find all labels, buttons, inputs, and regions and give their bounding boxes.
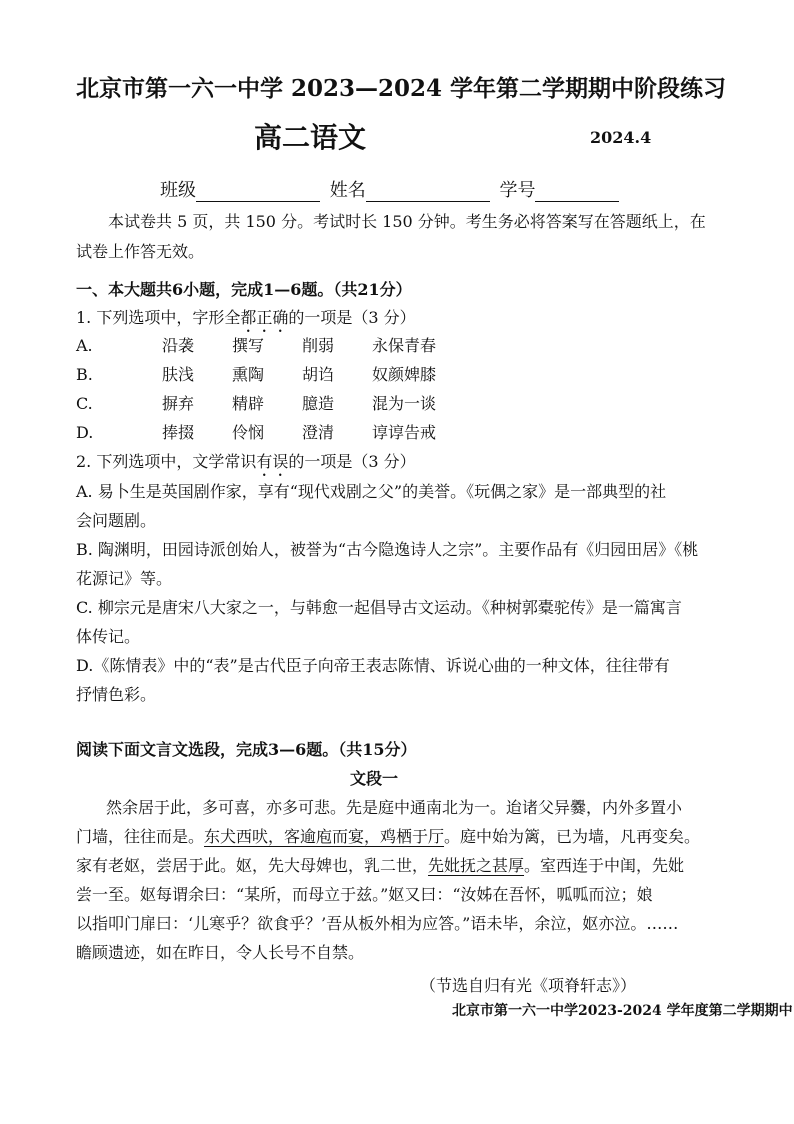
- q1-option-c[interactable]: [76, 390, 716, 418]
- q2-stem-emphasis: 有误: [256, 452, 289, 471]
- q2-option-d-line1[interactable]: D.《陈情表》中的“表”是古代臣子向帝王表志陈情、诉说心曲的一种文体，往往带有: [76, 656, 670, 675]
- option-word: 澄清: [302, 423, 335, 442]
- q2-option-c-line2: 体传记。: [76, 627, 141, 646]
- student-info-row: [160, 176, 619, 202]
- q2-stem: [76, 448, 416, 480]
- option-word: 沿袭: [162, 336, 195, 355]
- class-field[interactable]: [196, 183, 320, 202]
- q1-option-b[interactable]: [76, 361, 716, 389]
- passage-text: 家有老妪，尝居于此。妪，先大母婢也，乳二世，: [76, 856, 429, 875]
- name-field[interactable]: [366, 183, 490, 202]
- option-word: 精辟: [232, 394, 265, 413]
- option-word: 奴颜婢膝: [372, 365, 437, 384]
- passage-text: 。庭中始为篱，已为墙，凡再变矣。: [444, 827, 701, 846]
- option-word: 熏陶: [232, 365, 265, 384]
- passage-underlined: 先妣抚之甚厚: [428, 856, 525, 875]
- option-word: 肤浅: [162, 365, 195, 384]
- name-label: 姓名: [329, 180, 366, 201]
- id-field[interactable]: [535, 183, 619, 202]
- subject-title: 高二语文: [254, 121, 367, 154]
- passage-line-1: 然余居于此，多可喜，亦多可悲。先是庭中通南北为一。迨诸父异爨，内外多置小: [106, 798, 683, 817]
- option-key: A.: [76, 336, 93, 355]
- option-word: 撰写: [232, 336, 265, 355]
- option-word: 永保青春: [372, 336, 437, 355]
- passage-line-2: [76, 823, 700, 851]
- option-word: 伶悯: [232, 423, 265, 442]
- exam-date: 2024.4: [590, 128, 652, 147]
- passage-line-3: [76, 852, 684, 880]
- option-word: 谆谆告戒: [372, 423, 437, 442]
- option-word: 削弱: [302, 336, 335, 355]
- q1-option-d[interactable]: [76, 419, 716, 447]
- passage-line-6: 瞻顾遗迹，如在昨日，令人长号不自禁。: [76, 943, 365, 962]
- q2-option-b-line2: 花源记》等。: [76, 569, 173, 588]
- q2-option-c-line1[interactable]: C. 柳宗元是唐宋八大家之一，与韩愈一起倡导古文运动。《种树郭橐驼传》是一篇寓言: [76, 598, 682, 617]
- id-label: 学号: [499, 180, 536, 201]
- option-key: B.: [76, 365, 93, 384]
- passage-text: 。室西连于中闺，先妣: [524, 856, 685, 875]
- option-word: 混为一谈: [372, 394, 437, 413]
- passage-source: （节选自归有光《项脊轩志》）: [420, 976, 637, 995]
- section1-heading: 一、本大题共6小题，完成1—6题。（共21分）: [76, 280, 412, 299]
- instructions-line2: 试卷上作答无效。: [76, 242, 205, 261]
- passage-line-4: 尝一至。妪每谓余曰：“某所，而母立于兹。”妪又曰：“汝姊在吾怀，呱呱而泣；娘: [76, 885, 653, 904]
- option-key: D.: [76, 423, 94, 442]
- instructions-line1: 本试卷共 5 页，共 150 分。考试时长 150 分钟。考生务必将答案写在答题纸上，在: [108, 212, 706, 231]
- option-word: 摒弃: [162, 394, 195, 413]
- passage-underlined: 东犬西吠，客逾庖而宴，鸡栖于厅: [204, 827, 445, 846]
- q1-stem-emphasis: 都正确: [240, 308, 289, 327]
- q1-stem-b: 的一项是（3 分）: [288, 308, 416, 327]
- reading-passage-heading: 文段一: [350, 769, 399, 788]
- class-label: 班级: [160, 180, 196, 201]
- passage-line-5: 以指叩门扉曰：‘儿寒乎？欲食乎？’吾从板外相为应答。”语未毕，余泣，妪亦泣。……: [76, 914, 679, 933]
- q2-option-b-line1[interactable]: B. 陶渊明，田园诗派创始人，被誉为“古今隐逸诗人之宗”。主要作品有《归园田居》《桃: [76, 540, 699, 559]
- exam-title: 北京市第一六一中学 2023—2024 学年第二学期期中阶段练习: [76, 75, 727, 102]
- q2-stem-b: 的一项是（3 分）: [288, 452, 416, 471]
- page-footer: 北京市第一六一中学2023-2024 学年度第二学期期中: [452, 1003, 793, 1019]
- q2-option-a-line1[interactable]: A. 易卜生是英国剧作家，享有“现代戏剧之父”的美誉。《玩偶之家》是一部典型的社: [76, 482, 667, 501]
- passage-text: 门墙，往往而是。: [76, 827, 205, 846]
- q2-stem-a: 2. 下列选项中，文学常识: [76, 452, 257, 471]
- option-word: 捧掇: [162, 423, 195, 442]
- option-word: 臆造: [302, 394, 335, 413]
- option-word: 胡诌: [302, 365, 335, 384]
- q1-option-a[interactable]: [76, 332, 716, 360]
- q2-option-d-line2: 抒情色彩。: [76, 685, 157, 704]
- q2-option-a-line2: 会问题剧。: [76, 511, 157, 530]
- option-key: C.: [76, 394, 93, 413]
- reading-intro: 阅读下面文言文选段，完成3—6题。（共15分）: [76, 740, 417, 759]
- q1-stem-a: 1. 下列选项中，字形全: [76, 308, 241, 327]
